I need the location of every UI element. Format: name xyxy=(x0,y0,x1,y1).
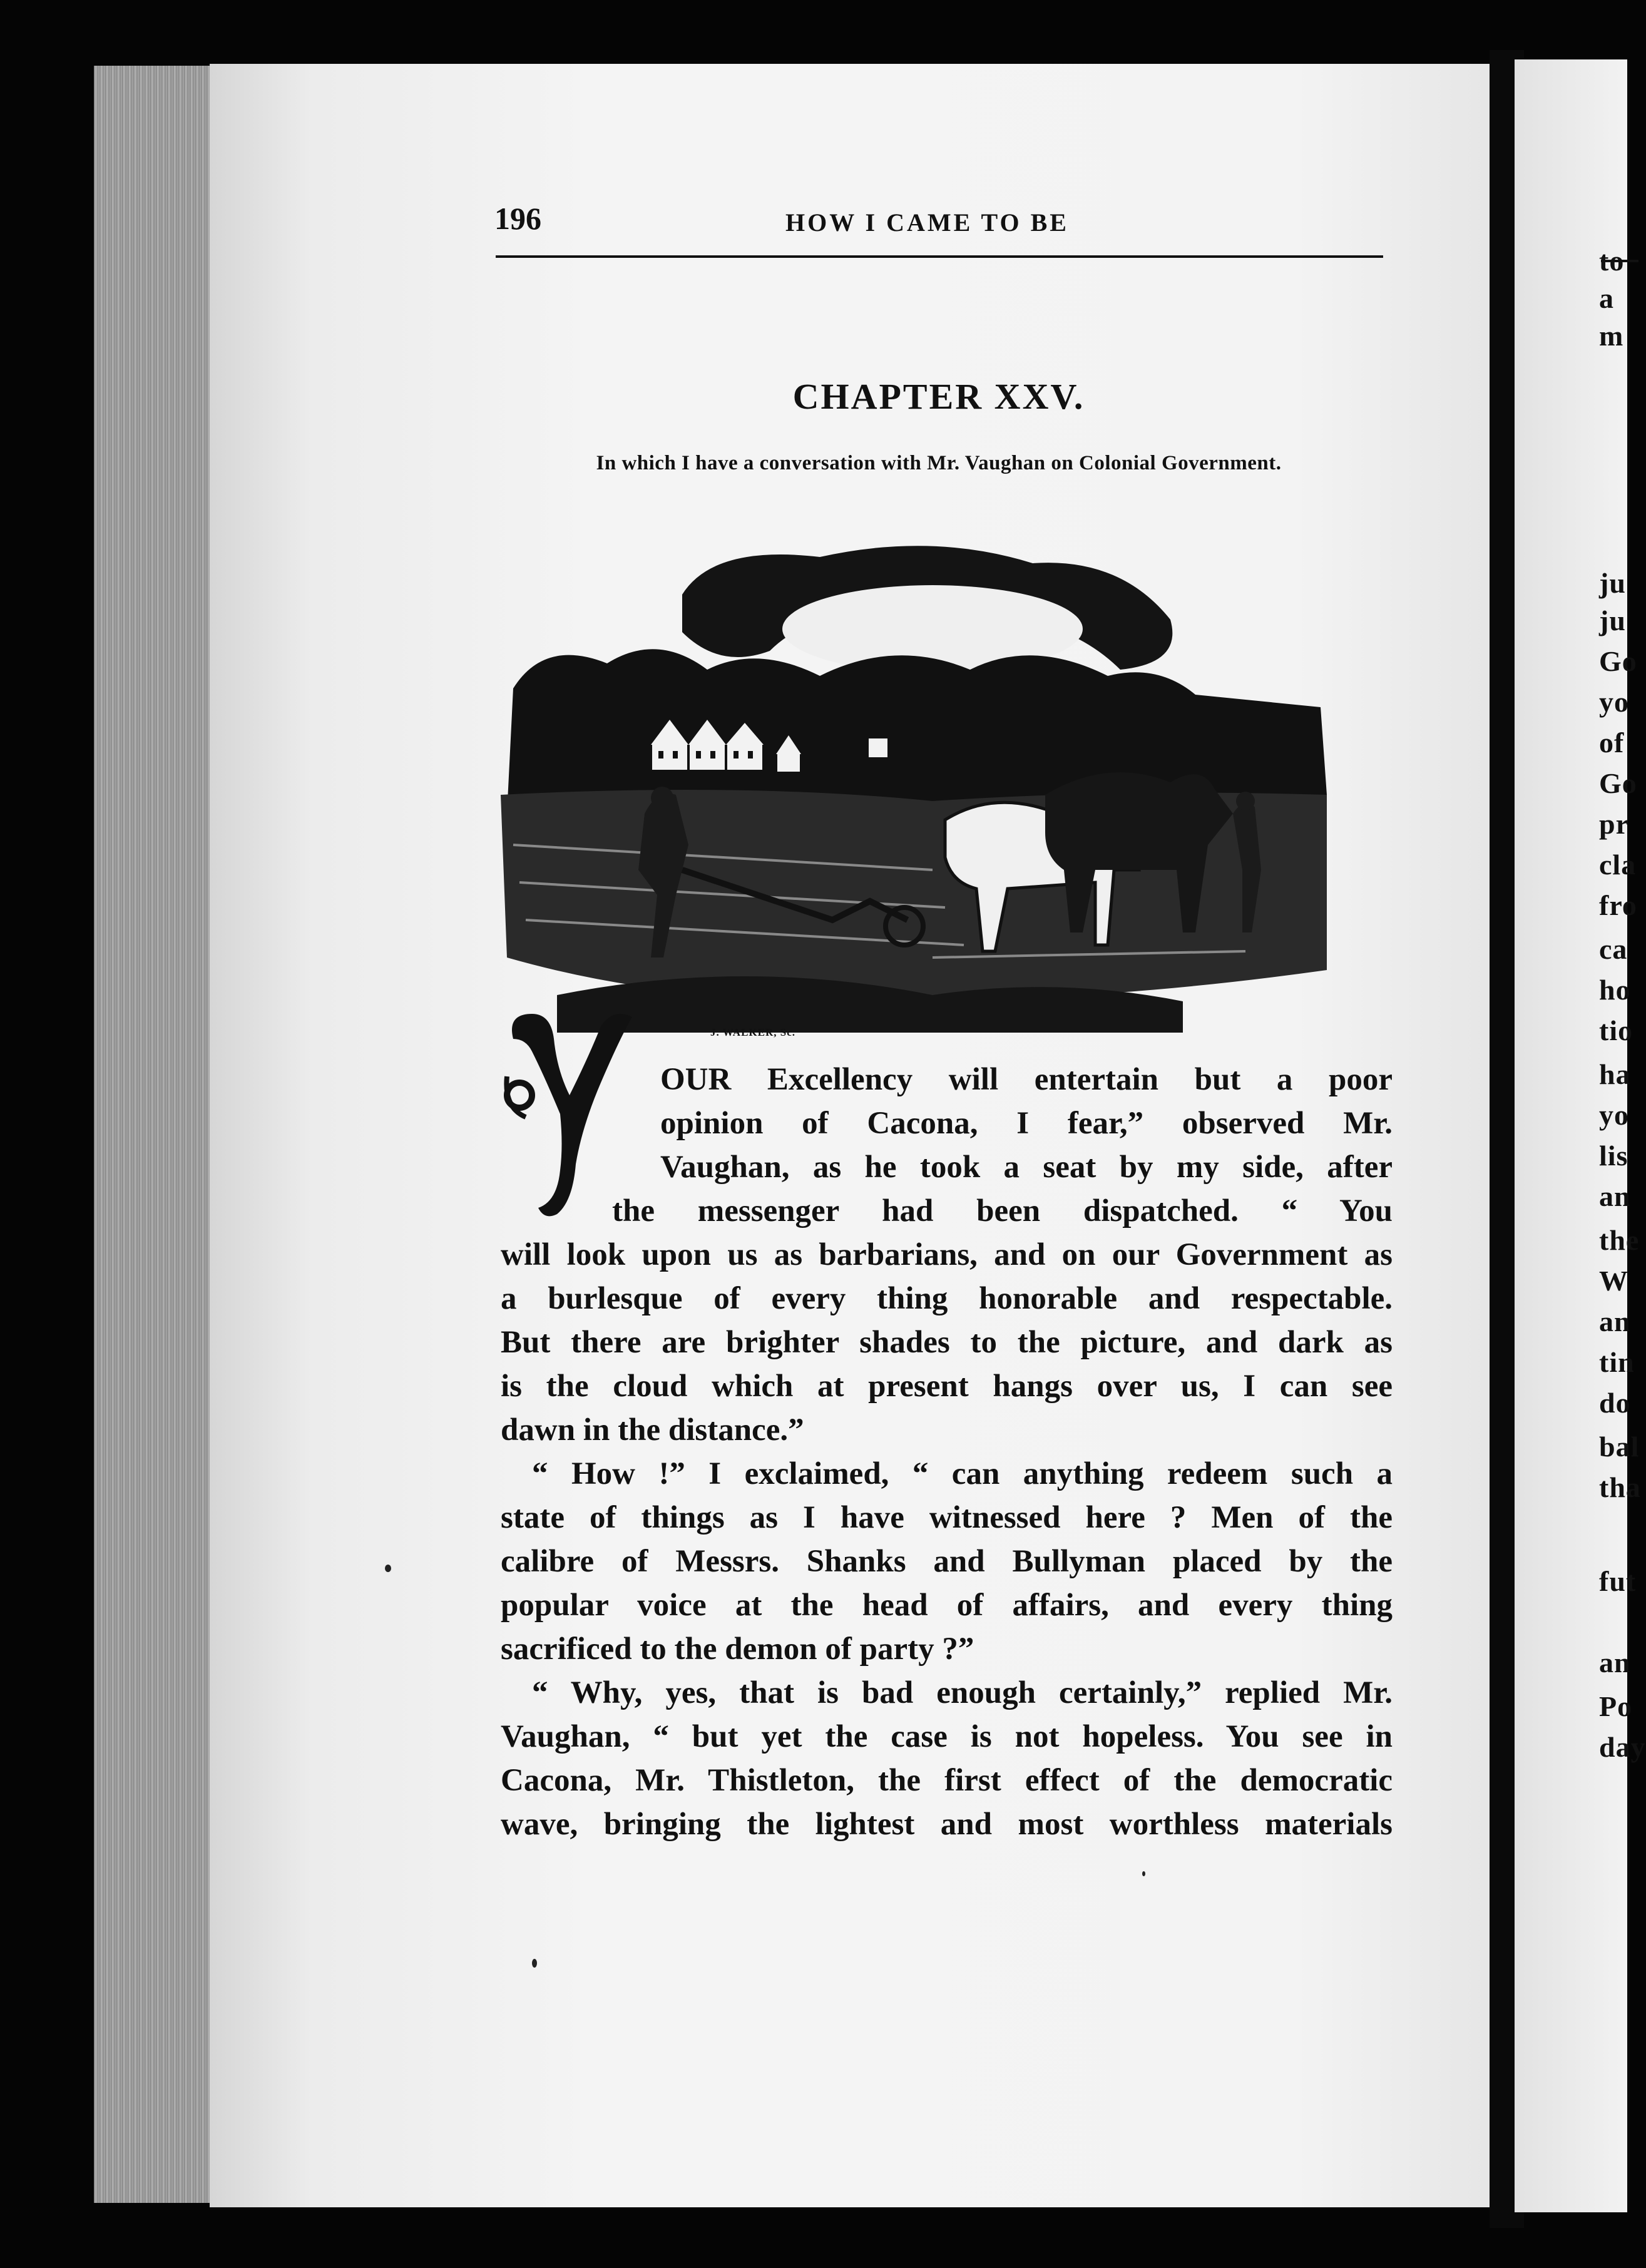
facing-page-fragment: do xyxy=(1599,1387,1631,1419)
facing-page-fragment: tio xyxy=(1599,1014,1633,1046)
facing-page xyxy=(1515,59,1646,2212)
page-header xyxy=(494,200,1383,250)
facing-page-fragment: fut xyxy=(1599,1565,1637,1597)
chapter-subtitle: In which I have a conversation with Mr. Vaughan on Colonial Government. xyxy=(596,452,1282,474)
text-line: state of things as I have witnessed here ? Men of the xyxy=(501,1500,1393,1535)
ploughing-engraving xyxy=(494,519,1367,1064)
facing-page-fragment: ho xyxy=(1599,974,1631,1006)
text-line: opinion of Cacona, I fear,” observed Mr. xyxy=(660,1106,1393,1141)
chapter-title: CHAPTER XXV. xyxy=(792,376,1085,417)
text-line: Cacona, Mr. Thistleton, the first effect of the democratic xyxy=(501,1763,1393,1798)
facing-page-fragment: day xyxy=(1599,1731,1646,1763)
facing-page-fragment: the xyxy=(1599,1224,1640,1256)
facing-page-fragment: yo xyxy=(1599,686,1629,718)
text-line: is the cloud which at present hangs over us, I can see xyxy=(501,1369,1393,1404)
facing-page-fragment: Go xyxy=(1599,767,1637,799)
text-line: calibre of Messrs. Shanks and Bullyman placed by the xyxy=(501,1544,1393,1579)
facing-page-fragment: Po xyxy=(1599,1690,1633,1722)
facing-page-fragment: yo xyxy=(1599,1099,1629,1131)
text-line: OUR Excellency will entertain but a poor xyxy=(660,1062,1393,1097)
text-line: sacrificed to the demon of party ?” xyxy=(501,1632,974,1667)
facing-page-fragment: tha xyxy=(1599,1471,1641,1503)
text-line: dawn in the distance.” xyxy=(501,1412,804,1448)
running-title: HOW I CAME TO BE xyxy=(785,208,1069,237)
facing-page-fragment: an xyxy=(1599,1180,1631,1212)
ploughing-scene-illustration xyxy=(494,519,1367,1064)
facing-page-fragment: ha xyxy=(1599,1058,1631,1090)
facing-page-fragment: ju xyxy=(1599,605,1626,636)
text-line: But there are brighter shades to the picture, and dark as xyxy=(501,1325,1393,1360)
facing-page-fragment: a xyxy=(1599,282,1614,314)
ink-speck xyxy=(1142,1871,1145,1876)
facing-page-fragment: pr xyxy=(1599,808,1629,840)
page-number: 196 xyxy=(494,201,541,236)
facing-page-fragment: an xyxy=(1599,1647,1631,1678)
ink-speck xyxy=(385,1565,391,1572)
engraver-signature: J. WALKER, Sc. xyxy=(710,1026,796,1038)
facing-page-fragment: W xyxy=(1599,1265,1628,1297)
facing-page-fragment: to xyxy=(1599,245,1625,277)
facing-page-fragment: an xyxy=(1599,1305,1631,1337)
facing-page-fragment: m xyxy=(1599,320,1624,352)
facing-page-fragment: cla xyxy=(1599,849,1637,881)
text-line: “ Why, yes, that is bad enough certainly,” replied Mr. xyxy=(532,1675,1393,1710)
text-line: will look upon us as barbarians, and on our Government as xyxy=(501,1237,1393,1272)
text-line: a burlesque of every thing honorable and respectable. xyxy=(501,1281,1393,1316)
text-line: “ How !” I exclaimed, “ can anything redeem such a xyxy=(532,1456,1393,1491)
facing-page-fragment: of xyxy=(1599,727,1625,759)
facing-page-fragment: lis xyxy=(1599,1140,1628,1172)
facing-page-fragment: fro xyxy=(1599,889,1637,921)
book-page-edges xyxy=(94,66,219,2203)
text-line: Vaughan, as he took a seat by my side, after xyxy=(660,1150,1393,1185)
header-rule xyxy=(496,255,1383,258)
chapter-body-text xyxy=(501,1058,1393,1846)
facing-page-fragment: ju xyxy=(1599,567,1626,599)
text-line: wave, bringing the lightest and most worthless materials xyxy=(501,1807,1393,1842)
text-line: popular voice at the head of affairs, and every thing xyxy=(501,1588,1393,1623)
facing-page-fragment: tin xyxy=(1599,1346,1635,1378)
facing-page-fragment: bal xyxy=(1599,1431,1640,1463)
text-line: the messenger had been dispatched. “ You xyxy=(612,1193,1393,1228)
text-line: Vaughan, “ but yet the case is not hopeless. You see in xyxy=(501,1719,1393,1754)
facing-page-fragment: Go xyxy=(1599,645,1637,677)
facing-page-fragment: ca xyxy=(1599,933,1628,965)
ink-speck xyxy=(532,1959,537,1968)
